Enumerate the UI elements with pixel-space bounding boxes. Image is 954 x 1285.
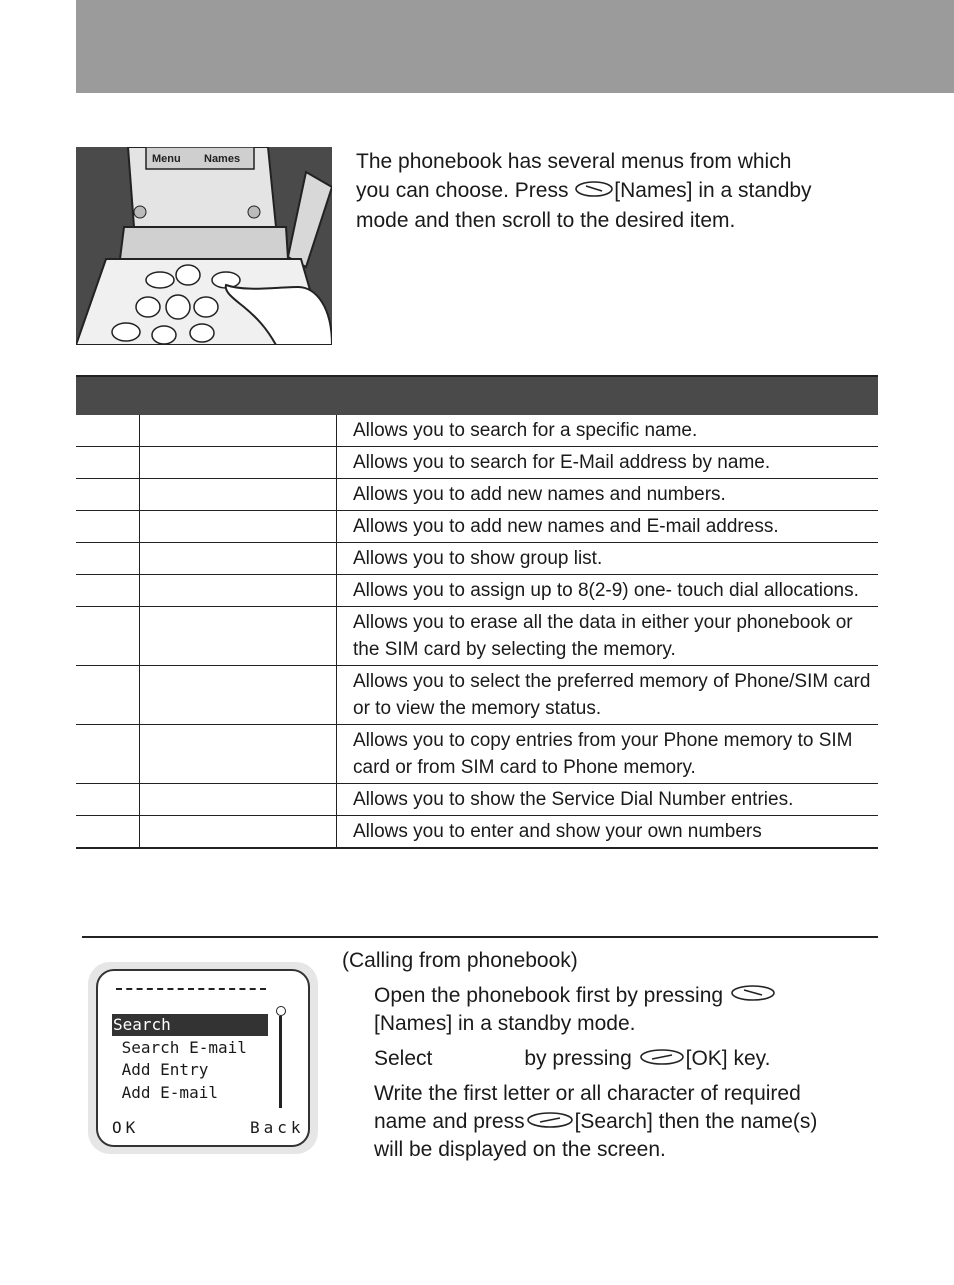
step-text: [Search] then the name(s) [574,1110,818,1133]
table-row [76,816,878,849]
lcd-title-placeholder [116,988,266,990]
row-description: Allows you to show group list. [337,543,879,575]
intro-line: The phonebook has several menus from which [356,150,792,173]
lcd-menu-item: Add Entry [112,1060,209,1079]
lcd-scrollbar [279,1016,282,1108]
soft-right-label: Names [204,153,241,165]
table-row [76,607,878,666]
table-header [76,376,878,415]
table-row [76,575,878,607]
table-row [76,511,878,543]
section-divider [82,936,878,938]
step-1 [374,982,884,1038]
calling-heading: (Calling from phonebook) [342,949,578,972]
intro-line: mode and then scroll to the desired item. [356,208,736,232]
table-row [76,725,878,784]
step-line [374,982,884,1010]
menu-table [76,375,878,849]
step-2 [374,1045,884,1073]
soft-key-icon [525,1108,575,1136]
row-description: Allows you to assign up to 8(2-9) one- touch dial allocations. [337,575,879,607]
row-description: Allows you to enter and show your own numbers [337,816,879,849]
soft-key-icon [574,177,614,206]
header-bar [76,0,954,93]
soft-left-label: Menu [152,153,181,165]
row-description: Allows you to show the Service Dial Number entries. [337,784,879,816]
step-text: by pressing [524,1047,632,1070]
row-description: Allows you to add new names and numbers. [337,479,879,511]
intro-text: [Names] in a standby [614,179,812,202]
table-header-cell [337,376,879,415]
step-line: [Names] in a standby mode. [374,1012,636,1036]
lcd-soft-left: OK [112,1118,140,1137]
intro-line [356,176,896,206]
lcd-soft-right: Back [250,1118,305,1137]
step-line: Write the first letter or all character of required [374,1082,801,1105]
row-description: Allows you to copy entries from your Phone memory to SIM card or from SIM card to Phone memory. [337,725,879,784]
row-description: Allows you to search for a specific name. [337,415,879,447]
step-3 [374,1080,884,1164]
soft-key-icon [638,1045,686,1073]
step-line [374,1108,884,1136]
table-row [76,479,878,511]
row-description: Allows you to search for E-Mail address by name. [337,447,879,479]
lcd-menu-item: Add E-mail [112,1083,218,1102]
phone-illustration [76,147,332,345]
table-header-cell [140,376,337,415]
phone-drawing [76,147,332,345]
table-header-cell [76,376,140,415]
table-row [76,543,878,575]
row-description: Allows you to select the preferred memory of Phone/SIM card or to view the memory status. [337,666,879,725]
step-text: Select [374,1047,433,1070]
scroll-knob-icon [276,1006,286,1016]
table-row [76,666,878,725]
intro-text: you can choose. Press [356,179,575,202]
soft-key-icon [729,982,777,1010]
step-line: will be displayed on the screen. [374,1138,666,1162]
step-text: Open the phonebook first by pressing [374,984,724,1007]
intro-paragraph [356,147,896,235]
step-text: name and press [374,1110,525,1133]
table-row [76,415,878,447]
lcd-menu-item-selected: Search [112,1014,268,1036]
table-row [76,784,878,816]
table-row [76,447,878,479]
lcd-menu-item: Search E-mail [112,1038,247,1057]
row-description: Allows you to add new names and E-mail address. [337,511,879,543]
step-text: [OK] key. [685,1047,771,1070]
row-description: Allows you to erase all the data in either your phonebook or the SIM card by selecting the memory. [337,607,879,666]
